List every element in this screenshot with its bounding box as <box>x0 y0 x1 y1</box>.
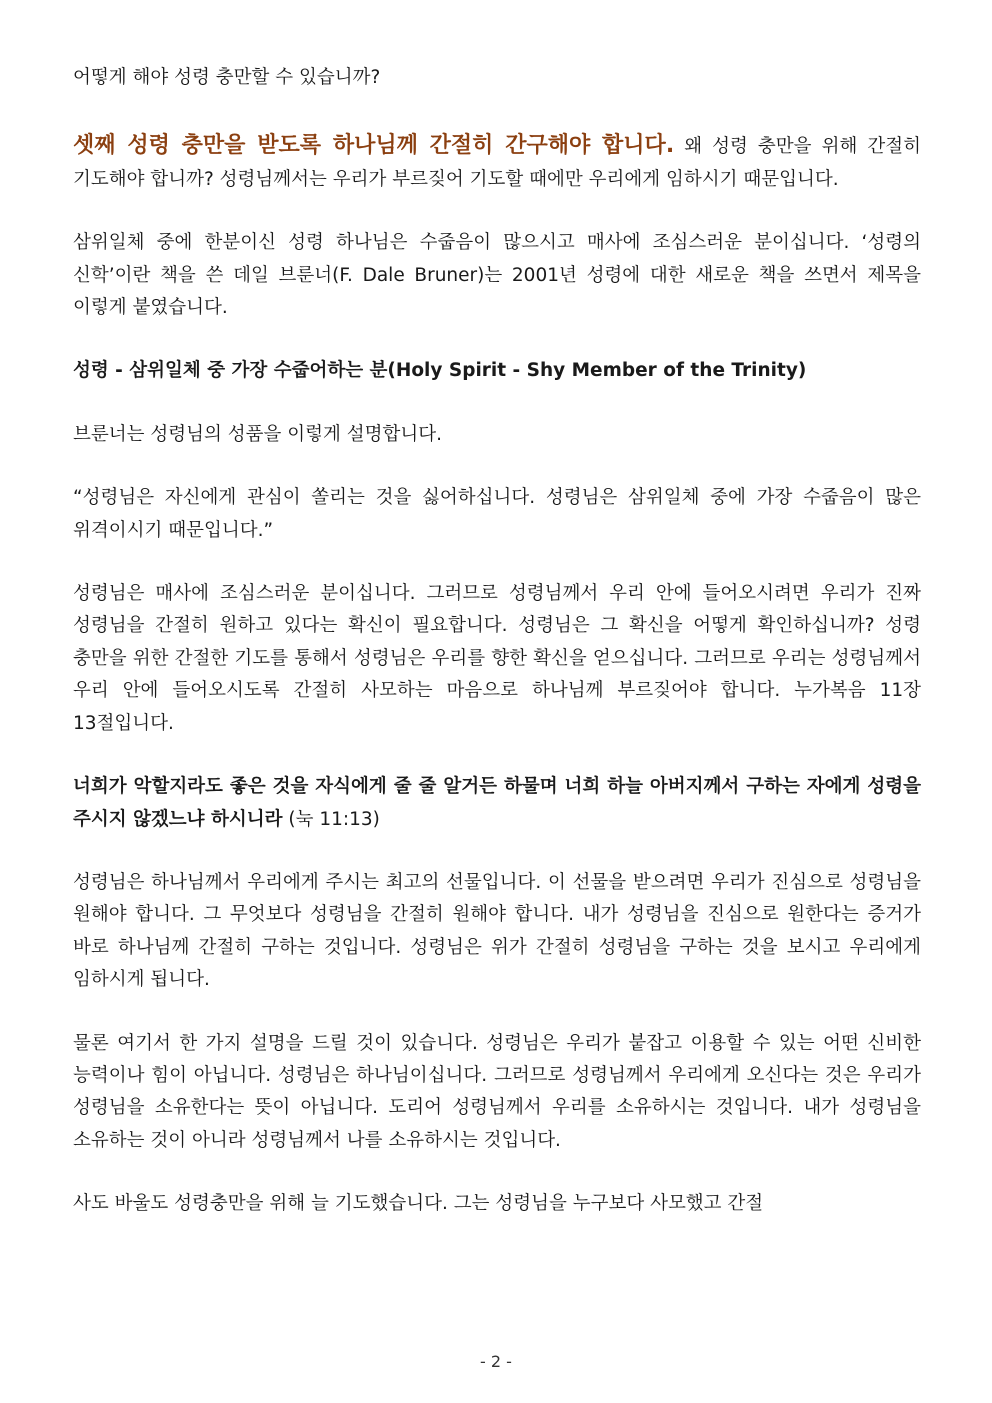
third-point-paragraph <box>73 130 921 196</box>
bruner-quote-paragraph: “성령님은 자신에게 관심이 쏠리는 것을 싫어하십니다. 성령님은 삼위일체 중에 가장 수줍음이 많은 위격이시기 때문입니다.” <box>73 487 921 541</box>
page-number: - 2 - <box>480 1352 512 1371</box>
gift-paragraph: 성령님은 하나님께서 우리에게 주시는 최고의 선물입니다. 이 선물을 받으려면 우리가 진심으로 성령님을 원해야 합니다. 그 무엇보다 성령님을 간절히 원해야 합니다. 내가 성령님을 진심으로 원한다는 증거가 바로 하나님께 간절히 구하는 것입니다. 성령님은 위가 간절히 성령님을 구하는 것을 보시고 우리에게 임하시게 됩니다. <box>73 871 921 991</box>
third-point-heading: 셋째 성령 충만을 받도록 하나님께 간절히 간구해야 합니다. <box>73 133 675 159</box>
book-title-line: 성령 - 삼위일체 중 가장 수줍어하는 분(Holy Spirit - Shy Member of the Trinity) <box>73 360 807 382</box>
careful-spirit-paragraph: 성령님은 매사에 조심스러운 분이십니다. 그러므로 성령님께서 우리 안에 들어오시려면 우리가 진짜 성령님을 간절히 원하고 있다는 확신이 필요합니다. 성령님은 그 확신을 어떻게 확인하십니까? 성령 충만을 위한 간절한 기도를 통해서 성령님은 우리를 향한 확신을 얻으십니다. 그러므로 우리는 성령님께서 우리 안에 들어오시도록 간절히 사모하는 마음으로 하나님께 부르짖어야 합니다. 누가복음 11장 13절입니다. <box>73 583 921 734</box>
document-page <box>73 62 921 1221</box>
possess-paragraph: 물론 여기서 한 가지 설명을 드릴 것이 있습니다. 성령님은 우리가 붙잡고 이용할 수 있는 어떤 신비한 능력이나 힘이 아닙니다. 성령님은 하나님이십니다. 그러므로 성령님께서 우리에게 오신다는 것은 우리가 성령님을 소유한다는 뜻이 아닙니다. 도리어 성령님께서 우리를 소유하시는 것입니다. 내가 성령님을 소유하는 것이 아니라 성령님께서 나를 소유하시는 것입니다. <box>73 1032 921 1151</box>
intro-question: 어떻게 해야 성령 충만할 수 있습니까? <box>73 67 381 88</box>
scripture-reference: (눅 11:13) <box>282 808 380 830</box>
scripture-text: 너희가 악할지라도 좋은 것을 자식에게 줄 줄 알거든 하물며 너희 하늘 아버지께서 구하는 자에게 성령을 주시지 않겠느냐 하시니라 <box>73 776 921 830</box>
third-point-body: 왜 성령 충만을 위해 간절히 기도해야 합니까? 성령님께서는 우리가 부르짖어 기도할 때에만 우리에게 임하시기 때문입니다. <box>73 136 921 190</box>
bruner-explains-paragraph: 브룬너는 성령님의 성품을 이렇게 설명합니다. <box>73 423 442 445</box>
trinity-paragraph: 삼위일체 중에 한분이신 성령 하나님은 수줍음이 많으시고 매사에 조심스러운 분이십니다. ‘성령의 신학’이란 책을 쓴 데일 브룬너(F. Dale Bruner)는 2001년 성령에 대한 새로운 책을 쓰면서 제목을 이렇게 붙였습니다. <box>73 232 921 319</box>
paul-paragraph: 사도 바울도 성령충만을 위해 늘 기도했습니다. 그는 성령님을 누구보다 사모했고 간절 <box>73 1193 764 1215</box>
scripture-paragraph <box>73 771 921 836</box>
